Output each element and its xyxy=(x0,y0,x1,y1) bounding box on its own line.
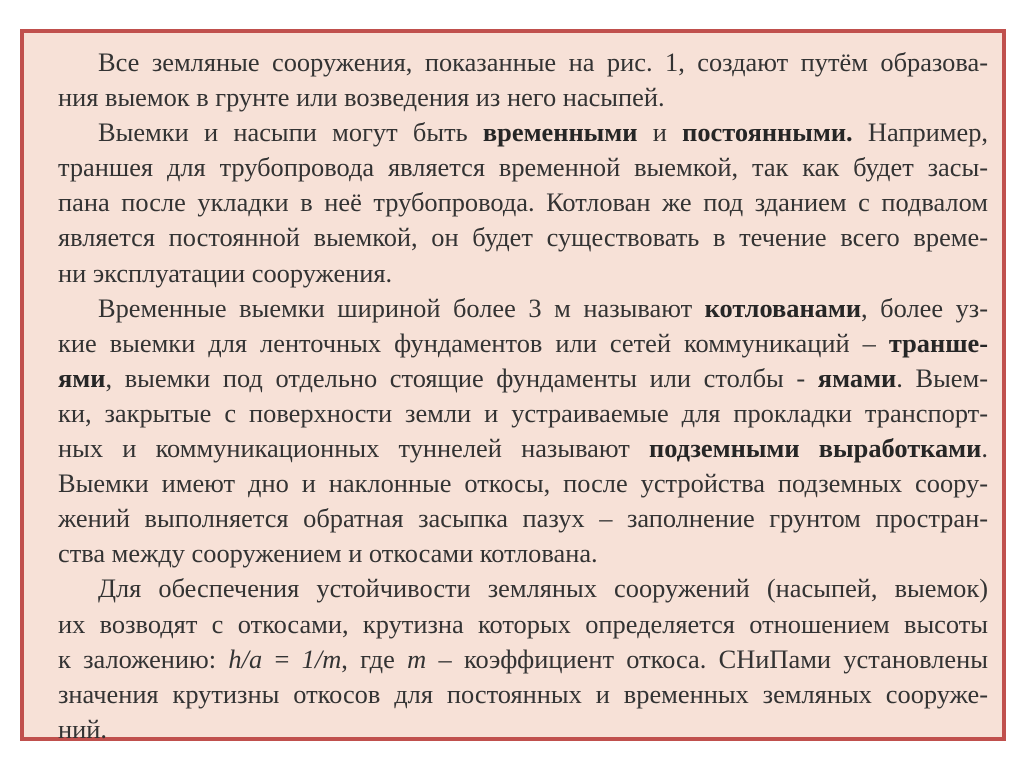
text-line xyxy=(58,220,988,255)
text-line xyxy=(58,291,988,326)
bold-term-trenches-end: ями xyxy=(58,362,106,393)
formula-value: 1/m xyxy=(301,643,342,674)
text-run: ки, закрытые с поверхности земли и устраиваемые для прокладки транспорт- xyxy=(58,397,988,428)
text-line xyxy=(58,501,988,536)
text-run: ний. xyxy=(58,713,107,744)
text-box xyxy=(20,29,1006,744)
bold-term-trenches: транше- xyxy=(888,327,988,358)
text-run: их возводят с откосами, крутизна которых определяется отношением высоты xyxy=(58,608,988,639)
text-run: значения крутизны откосов для постоянных и временных земляных сооруже- xyxy=(58,678,988,709)
text-line xyxy=(58,431,988,466)
text-line xyxy=(58,326,988,361)
text-run: , выемки под отдельно стоящие фундаменты или столбы - xyxy=(105,362,818,393)
text-line xyxy=(58,256,988,291)
formula-variable: m xyxy=(407,643,427,674)
text-run: ных и коммуникационных туннелей называют xyxy=(58,433,649,464)
bold-term-temporary: временными xyxy=(482,117,638,148)
bold-term-holes: ямами xyxy=(817,362,897,393)
text-run: Временные выемки шириной более 3 м называют xyxy=(98,292,705,323)
text-run: и xyxy=(637,117,683,148)
bold-term-permanent: постоянными. xyxy=(682,117,853,148)
text-line xyxy=(58,150,988,185)
text-run: . Выем- xyxy=(896,362,989,393)
text-line xyxy=(58,677,988,712)
text-line xyxy=(58,712,988,747)
text-run: , более уз- xyxy=(861,292,988,323)
bold-term-underground: подземными выработками xyxy=(649,433,982,464)
text-run: – коэффициент откоса. СНиПами установлены xyxy=(426,643,988,674)
text-run: к заложению: xyxy=(58,643,229,674)
text-run: ни эксплуатации сооружения. xyxy=(58,257,393,288)
text-run: ния выемок в грунте или возведения из него насыпей. xyxy=(58,82,665,113)
text-run: = xyxy=(262,643,302,674)
text-run: кие выемки для ленточных фундаментов или сетей коммуникаций – xyxy=(58,327,889,358)
text-run: Все земляные сооружения, показанные на рис. 1, создают путём образова- xyxy=(98,47,988,77)
text-line xyxy=(58,361,988,396)
text-line xyxy=(58,45,988,80)
text-run: Например, xyxy=(852,117,988,148)
text-run: . xyxy=(981,433,988,464)
text-line xyxy=(58,607,988,642)
text-line xyxy=(58,185,988,220)
text-run: является постоянной выемкой, он будет существовать в течение всего време- xyxy=(58,222,988,253)
text-line xyxy=(58,466,988,501)
text-run: ства между сооружением и откосами котлована. xyxy=(58,538,598,569)
text-run: Выемки и насыпи могут быть xyxy=(98,117,483,148)
text-line xyxy=(58,536,988,571)
text-run: Выемки имеют дно и наклонные откосы, после устройства подземных соору- xyxy=(58,468,988,499)
bold-term-pits: котлованами xyxy=(704,292,862,323)
text-run: траншея для трубопровода является временной выемкой, так как будет засы- xyxy=(58,152,988,183)
text-run: жений выполняется обратная засыпка пазух – заполнение грунтом простран- xyxy=(58,503,988,534)
text-line xyxy=(58,115,988,150)
text-line xyxy=(58,571,988,606)
text-line xyxy=(58,642,988,677)
text-run: пана после укладки в неё трубопровода. Котлован же под зданием с подвалом xyxy=(58,187,988,218)
text-line xyxy=(58,396,988,431)
text-run: , где xyxy=(341,643,408,674)
formula-ratio: h/a xyxy=(228,643,263,674)
text-run: Для обеспечения устойчивости земляных сооружений (насыпей, выемок) xyxy=(98,573,988,604)
text-line xyxy=(58,80,988,115)
